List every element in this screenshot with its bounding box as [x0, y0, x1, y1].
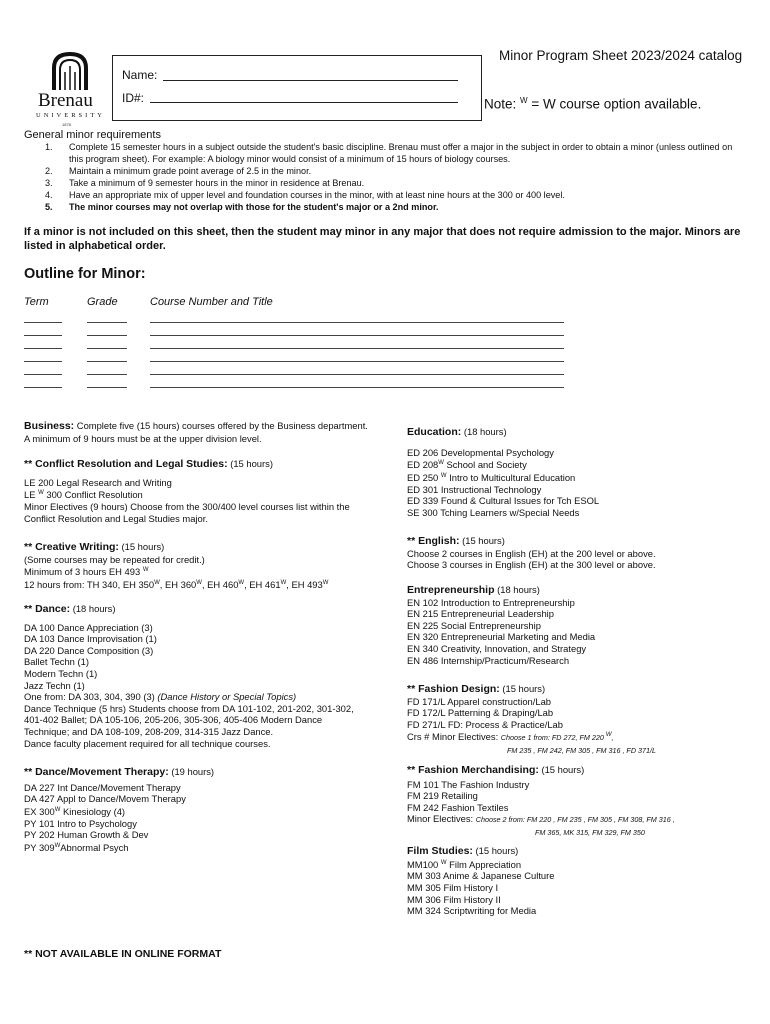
page-title: Minor Program Sheet 2023/2024 catalog: [499, 48, 743, 63]
name-field[interactable]: [163, 80, 458, 81]
course-line: One from: DA 303, 304, 390 (3) (Dance History or Special Topics): [24, 691, 297, 703]
name-label: Name:: [122, 68, 158, 82]
logo-year: 1878: [62, 122, 71, 127]
course-line: LE $^W$ 300 Conflict Resolution: [24, 489, 143, 501]
course-line: FD 171/L Apparel construction/Lab: [407, 695, 552, 707]
education-heading: Education:: [407, 426, 462, 438]
requirement-text: Maintain a minimum grade point average of 2.5 in the minor.: [69, 166, 312, 176]
course-blank[interactable]: [150, 322, 564, 323]
creative-writing-section: [24, 541, 369, 591]
requirement-text: The minor courses may not overlap with those for the student's major or a 2nd minor.: [69, 202, 439, 212]
course-line: Choose 3 courses in English (EH) at the 300 level or above.: [407, 559, 656, 571]
film-heading: Film Studies:: [407, 845, 473, 857]
w-note: [484, 96, 701, 112]
conflict-heading: ** Conflict Resolution and Legal Studies:: [24, 458, 228, 470]
requirement-text: Complete 15 semester hours in a subject outside the student's basic discipline. Brenau must offer a major in the subject in order to obtain a minor (unless outlined on this program sheet). For example: A biology minor would consist of a minimum of 15 hours of biology courses.: [69, 142, 733, 164]
course-line: ED 301 Instructional Technology: [407, 483, 542, 495]
course-line: MM 306 Film History II: [407, 893, 501, 905]
course-line: SE 300 Tching Learners w/Special Needs: [407, 506, 580, 518]
conflict-section: [24, 458, 369, 524]
movement-heading: ** Dance/Movement Therapy:: [24, 766, 169, 778]
course-line: PY $309^WAbnormal$ Psych: [24, 841, 129, 853]
film-studies-section: [407, 845, 752, 917]
creative-heading: ** Creative Writing:: [24, 541, 119, 553]
general-requirements-title: General minor requirements: [24, 129, 161, 141]
course-line: Crs # Minor Electives: Choose 1 from: FD 272, FM 220 $^W$,: [407, 731, 614, 743]
logo-subtitle: UNIVERSITY: [36, 112, 105, 119]
dance-section: [24, 603, 369, 749]
grade-blank[interactable]: [87, 335, 127, 336]
fdesign-hours: (15 hours): [499, 683, 546, 694]
course-blank[interactable]: [150, 374, 564, 375]
course-line: MM 324 Scriptwriting for Media: [407, 905, 537, 917]
english-section: [407, 535, 752, 571]
note-sup: W: [520, 96, 528, 105]
requirement-text: Have an appropriate mix of upper level and foundation courses in the minor, with at least nine hours at the 300 or 400 level.: [69, 190, 565, 200]
note-prefix: Note:: [484, 96, 521, 112]
col-course-header: Course Number and Title: [150, 296, 273, 308]
course-line: 12 hours from: TH 340, EH $350^W$, EH $360^W$, EH $460^W$, EH $461^W$, EH $493^W$: [24, 579, 329, 591]
grade-blank[interactable]: [87, 361, 127, 362]
movement-therapy-section: [24, 766, 369, 853]
course-line: DA 103 Dance Improvisation (1): [24, 633, 157, 645]
course-line: Minor Electives (9 hours) Choose from the 300/400 level courses list within the Conflict Resolution and Legal Studies major.: [24, 500, 350, 524]
course-line: Choose 2 courses in English (EH) at the 200 level or above.: [407, 547, 656, 559]
course-line: ED 339 Found & Cultural Issues for Tch ESOL: [407, 495, 600, 507]
dance-heading: ** Dance:: [24, 603, 71, 615]
course-line: FM 101 The Fashion Industry: [407, 778, 530, 790]
fdesign-heading: ** Fashion Design:: [407, 683, 500, 695]
business-section: [24, 420, 369, 444]
requirement-item: [24, 189, 734, 201]
course-line: EN 340 Creativity, Innovation, and Strategy: [407, 642, 587, 654]
course-line: EN 486 Internship/Practicum/Research: [407, 654, 570, 666]
entre-hours: (18 hours): [494, 584, 540, 595]
dance-hours: (18 hours): [70, 603, 116, 614]
fmerch-hours: (15 hours): [538, 764, 585, 775]
note-suffix: = W course option available.: [527, 96, 702, 112]
term-blank[interactable]: [24, 335, 62, 336]
requirement-number: 3.: [45, 178, 53, 188]
id-field[interactable]: [150, 102, 458, 103]
requirement-number: 2.: [45, 166, 53, 176]
course-line: FD 172/L Patterning & Draping/Lab: [407, 707, 554, 719]
requirement-item: [24, 201, 734, 213]
entrepreneurship-section: [407, 584, 752, 666]
film-hours: (15 hours): [472, 845, 519, 856]
course-line: ED $208^W$ School and Society: [407, 459, 527, 471]
term-blank[interactable]: [24, 387, 62, 388]
grade-blank[interactable]: [87, 348, 127, 349]
requirements-list: [24, 141, 734, 213]
term-blank[interactable]: [24, 374, 62, 375]
course-line: (Some courses may be repeated for credit.): [24, 553, 205, 565]
english-heading: ** English:: [407, 535, 460, 547]
course-line: FM 219 Retailing: [407, 790, 478, 802]
course-line: EN 320 Entrepreneurial Marketing and Media: [407, 631, 596, 643]
course-line: EX $300^W$ Kinesiology (4): [24, 805, 126, 817]
course-line: MM 305 Film History I: [407, 881, 499, 893]
course-line: FD 271/L FD: Process & Practice/Lab: [407, 718, 563, 730]
course-line: MM100 $^W$ Film Appreciation: [407, 858, 522, 870]
course-line: DA 427 Appl to Dance/Movem Therapy: [24, 793, 186, 805]
course-line: Dance Technique (5 hrs) Students choose from DA 101-102, 201-202, 301-302, 401-402 Ballet; DA 105-106, 205-206, 305-306, 405-406 Modern Dance Technique; and DA 108-109, 208-209, 314-315 Jazz Dance.: [24, 702, 354, 737]
course-line: Ballet Techn (1): [24, 656, 89, 668]
brenau-logo: [32, 50, 108, 126]
course-line: ED 206 Developmental Psychology: [407, 446, 554, 458]
conflict-hours: (15 hours): [227, 458, 273, 469]
course-line: EN 215 Entrepreneurial Leadership: [407, 608, 554, 620]
course-line: FM 365, MK 315, FM 329, FM 350: [535, 827, 645, 837]
fashion-merch-section: [407, 764, 752, 839]
if-minor-note: If a minor is not included on this sheet, then the student may minor in any major that does not require admission to the major. Minors are listed in alphabetical order.: [24, 226, 741, 252]
requirement-number: 5.: [45, 202, 53, 212]
course-line: PY 101 Intro to Psychology: [24, 817, 137, 829]
grade-blank[interactable]: [87, 374, 127, 375]
course-line: Minimum of 3 hours EH 493 $^W$: [24, 566, 149, 578]
grade-blank[interactable]: [87, 387, 127, 388]
course-line: FM 242 Fashion Textiles: [407, 801, 509, 813]
course-blank[interactable]: [150, 361, 564, 362]
entre-heading: Entrepreneurship: [407, 584, 495, 596]
course-line: Modern Techn (1): [24, 667, 98, 679]
course-line: ED 250 $^W$ Intro to Multicultural Education: [407, 472, 576, 484]
fashion-design-section: [407, 683, 752, 757]
requirement-item: [24, 141, 734, 165]
movement-hours: (19 hours): [168, 766, 215, 777]
outline-title: Outline for Minor:: [24, 266, 146, 282]
course-line: DA 100 Dance Appreciation (3): [24, 621, 153, 633]
course-line: DA 220 Dance Composition (3): [24, 644, 154, 656]
english-hours: (15 hours): [459, 535, 505, 546]
logo-wordmark: Brenau: [38, 90, 93, 111]
education-hours: (18 hours): [461, 426, 507, 437]
requirement-number: 1.: [45, 142, 53, 152]
course-blank[interactable]: [150, 348, 564, 349]
requirement-number: 4.: [45, 190, 53, 200]
fmerch-heading: ** Fashion Merchandising:: [407, 764, 539, 776]
course-line: MM 303 Anime & Japanese Culture: [407, 870, 555, 882]
course-line: LE 200 Legal Research and Writing: [24, 476, 172, 488]
col-term-header: Term: [24, 296, 49, 308]
course-line: Minor Electives: Choose 2 from: FM 220 , FM 235 , FM 305 , FM 308, FM 316 ,: [407, 813, 675, 825]
course-line: DA 227 Int Dance/Movement Therapy: [24, 781, 181, 793]
course-line: EN 225 Social Entrepreneurship: [407, 619, 541, 631]
education-section: [407, 426, 752, 518]
requirement-item: [24, 177, 734, 189]
term-blank[interactable]: [24, 361, 62, 362]
business-text: Complete five (15 hours) courses offered by the Business department. A minimum of 9 hours must be at the upper division level.: [24, 420, 368, 444]
online-format-note: ** NOT AVAILABLE IN ONLINE FORMAT: [24, 948, 222, 960]
name-id-box: [112, 55, 482, 121]
term-blank[interactable]: [24, 322, 62, 323]
requirement-text: Take a minimum of 9 semester hours in the minor in residence at Brenau.: [69, 178, 365, 188]
id-label: ID#:: [122, 91, 145, 105]
business-heading: Business:: [24, 420, 75, 432]
course-blank[interactable]: [150, 335, 564, 336]
course-blank[interactable]: [150, 387, 564, 388]
requirement-item: [24, 165, 734, 177]
col-grade-header: Grade: [87, 296, 118, 308]
course-line: Dance faculty placement required for all technique courses.: [24, 737, 271, 749]
course-line: PY 202 Human Growth & Dev: [24, 829, 149, 841]
arch-icon: [32, 50, 108, 92]
course-line: EN 102 Introduction to Entrepreneurship: [407, 596, 575, 608]
course-line: FM 235 , FM 242, FM 305 , FM 316 , FD 371/L: [507, 746, 656, 756]
creative-hours: (15 hours): [118, 541, 165, 552]
term-blank[interactable]: [24, 348, 62, 349]
course-line: Jazz Techn (1): [24, 679, 85, 691]
grade-blank[interactable]: [87, 322, 127, 323]
